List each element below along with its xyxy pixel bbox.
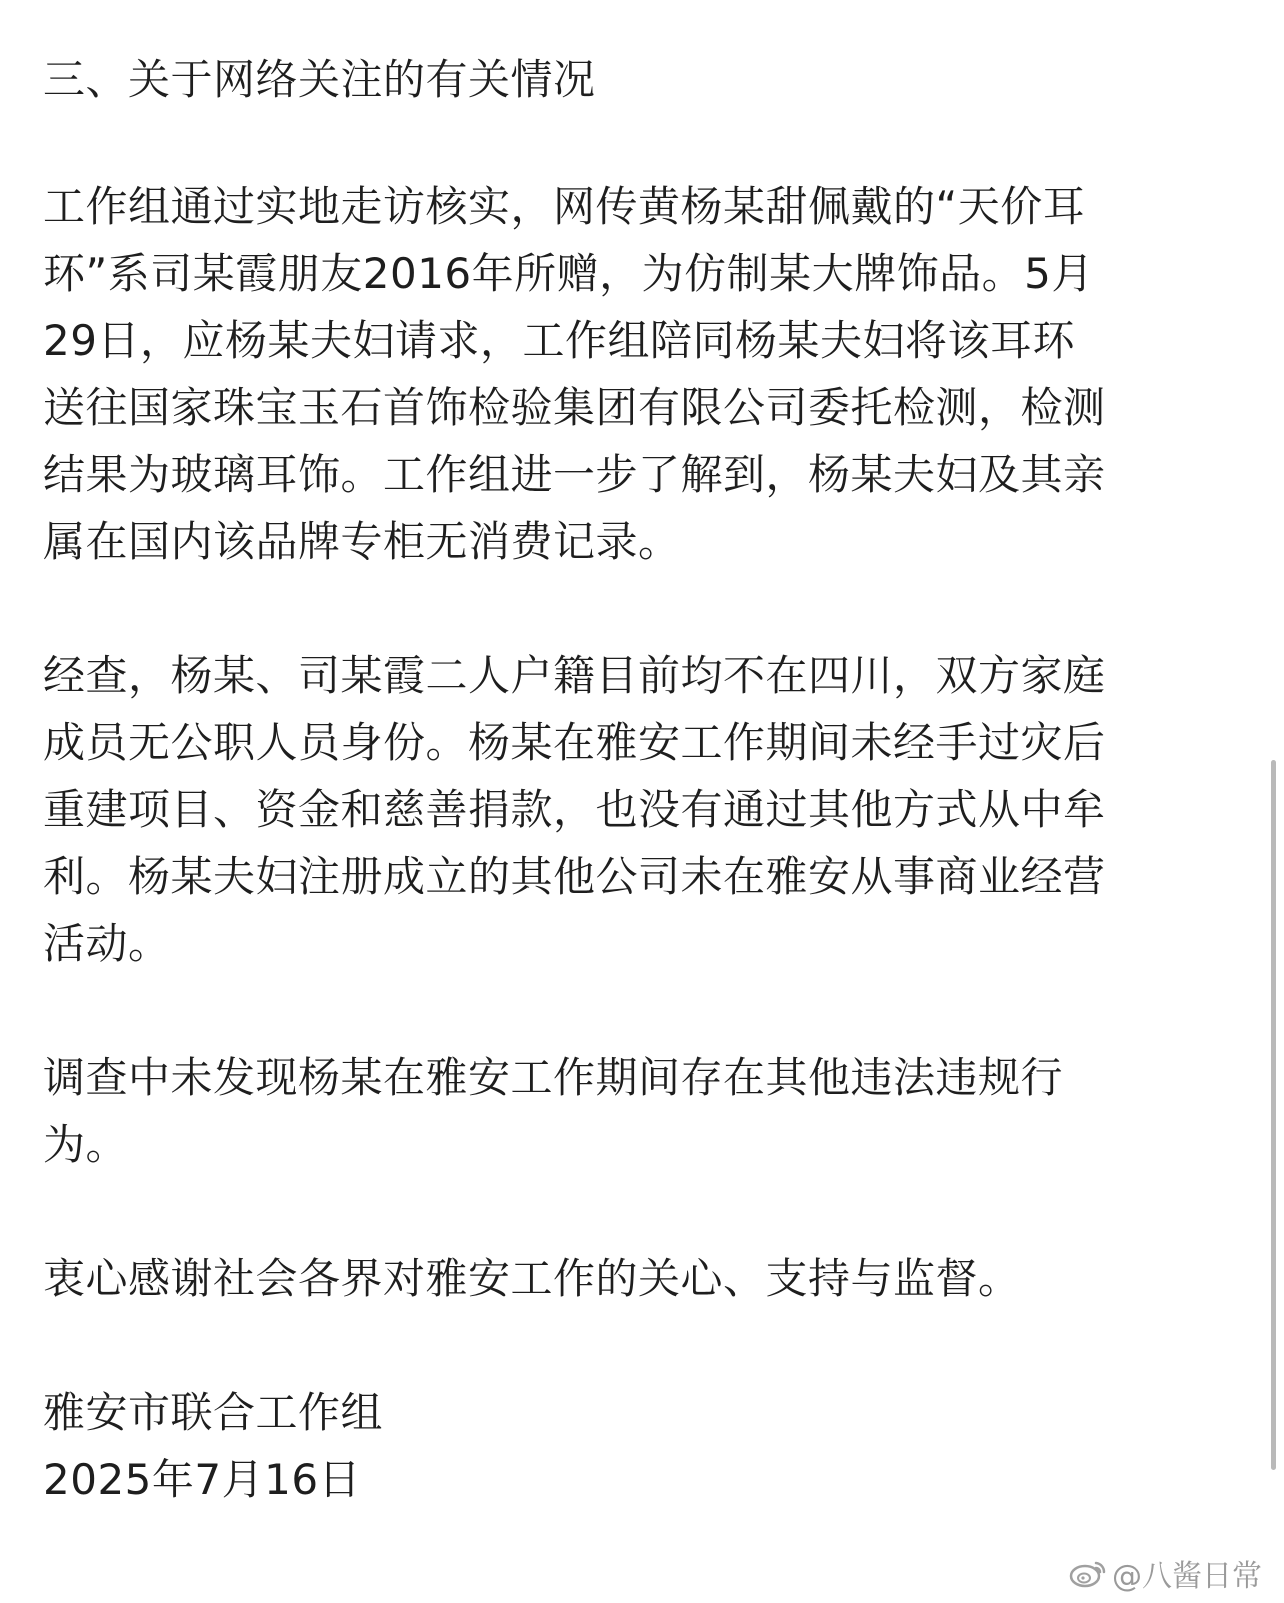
document-body bbox=[43, 46, 1213, 1513]
paragraph-line: 结果为玻璃耳饰。工作组进一步了解到，杨某夫妇及其亲 bbox=[43, 450, 1106, 499]
paragraph-line: 成员无公职人员身份。杨某在雅安工作期间未经手过灾后 bbox=[43, 718, 1106, 767]
paragraph-line: 29日，应杨某夫妇请求，工作组陪同杨某夫妇将该耳环 bbox=[43, 316, 1075, 365]
paragraph-line: 环”系司某霞朋友2016年所赠，为仿制某大牌饰品。5月 bbox=[43, 249, 1094, 298]
paragraph-line: 活动。 bbox=[43, 919, 171, 968]
watermark bbox=[1068, 1553, 1262, 1593]
scrollbar[interactable] bbox=[1271, 760, 1276, 1470]
paragraph-line: 重建项目、资金和慈善捐款，也没有通过其他方式从中牟 bbox=[43, 785, 1106, 834]
paragraph-line: 属在国内该品牌专柜无消费记录。 bbox=[43, 517, 681, 566]
watermark-text: @八酱日常 bbox=[1112, 1559, 1262, 1594]
paragraph-investigation bbox=[43, 1044, 1213, 1178]
paragraph-line: 送往国家珠宝玉石首饰检验集团有限公司委托检测，检测 bbox=[43, 383, 1106, 432]
paragraph-line: 工作组通过实地走访核实，网传黄杨某甜佩戴的“天价耳 bbox=[43, 182, 1086, 231]
paragraph-household bbox=[43, 642, 1213, 977]
paragraph-line: 利。杨某夫妇注册成立的其他公司未在雅安从事商业经营 bbox=[43, 852, 1106, 901]
date: 2025年7月16日 bbox=[43, 1455, 362, 1504]
paragraph-line: 经查，杨某、司某霞二人户籍目前均不在四川，双方家庭 bbox=[43, 651, 1106, 700]
section-title: 三、关于网络关注的有关情况 bbox=[43, 55, 596, 104]
paragraph-ear-ring bbox=[43, 173, 1213, 575]
paragraph-thanks: 衷心感谢社会各界对雅安工作的关心、支持与监督。 bbox=[43, 1254, 1021, 1303]
paragraph-line: 调查中未发现杨某在雅安工作期间存在其他违法违规行 bbox=[43, 1053, 1064, 1102]
weibo-icon bbox=[1068, 1557, 1108, 1589]
signature: 雅安市联合工作组 bbox=[43, 1388, 384, 1437]
paragraph-line: 为。 bbox=[43, 1120, 129, 1169]
